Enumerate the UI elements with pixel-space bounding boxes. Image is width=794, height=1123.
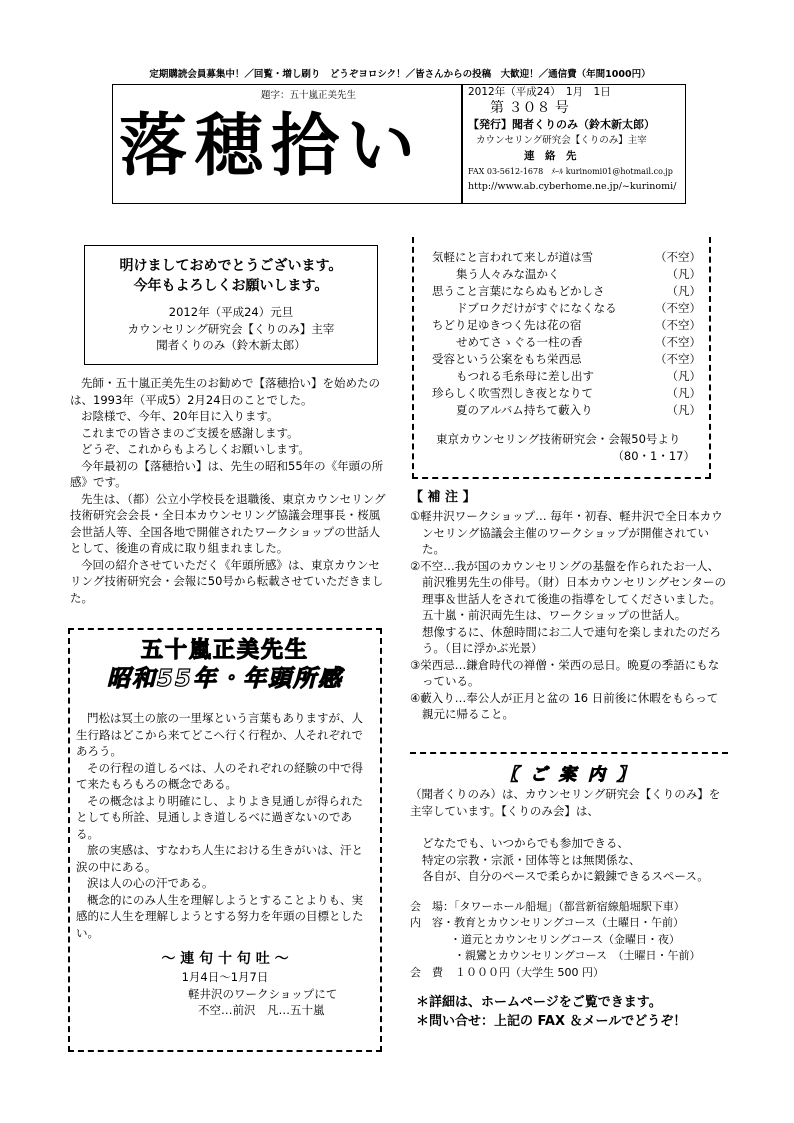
- poem-text: ドブロクだけがすぐになくなる: [456, 301, 617, 315]
- venue-value: 「タワーホール船堀」（都営新宿線船堀駅下車）: [454, 899, 685, 913]
- notes-section: [410, 488, 728, 723]
- fee-value: １０００円（大学生 500 円）: [455, 965, 604, 979]
- content-label: 内 容・: [410, 916, 454, 929]
- fee-line: [410, 965, 728, 982]
- essay-paragraph: 旅の実感は、すなわち人生における生きがいは、汗と涙の中にある。: [76, 843, 363, 874]
- poem-line: [432, 300, 701, 317]
- poem-line: [432, 283, 701, 300]
- logo-title: 落穂拾い: [119, 106, 424, 186]
- poem-author: （凡）: [666, 284, 701, 298]
- poem-line: [432, 266, 701, 283]
- intro-paragraph: これまでの皆さまのご支援を感謝します。: [81, 425, 299, 440]
- poem-author: （凡）: [666, 267, 701, 281]
- poem-list: [432, 249, 701, 419]
- renku-place: 軽井沢のワークショップにて: [188, 986, 338, 1001]
- note-item: 想像するに、休憩時間にお二人で連句を楽しまれたのだろう。（目に浮かぶ光景）: [422, 624, 721, 655]
- intro-text: [70, 375, 388, 606]
- poem-text: ちどり足ゆきつく先は花の宿: [432, 318, 582, 332]
- poem-author: （凡）: [666, 369, 701, 383]
- poem-line: [432, 385, 701, 402]
- poem-line: [432, 317, 701, 334]
- poem-source: 東京カウンセリング技術研究会・会報50号より: [436, 432, 681, 446]
- essay-paragraph: 門松は冥土の旅の一里塚という言葉もありますが、人生行路はどこから来てどこへ行く行程か、人それぞれであろう。: [76, 711, 364, 758]
- guide-section: [410, 764, 728, 1031]
- masthead: [112, 84, 686, 204]
- guide-intro: （聞者くりのみ）は、カウンセリング研究会【くりのみ】を主宰しています。【くりのみ会】は、: [410, 787, 721, 818]
- greeting-date: 2012年（平成24）元旦: [168, 305, 294, 319]
- greeting-line-2: 今年もよろしくお願いします。: [133, 278, 329, 294]
- poem-author: （凡）: [666, 403, 701, 417]
- course-item: ・親鸞とカウンセリングコース （土曜日・午前）: [454, 949, 701, 962]
- note-item: ④藪入り…奉公人が正月と盆の 16 日前後に休暇をもらって親元に帰ること。: [410, 690, 719, 721]
- note-item: ②不空…我が国のカウンセリングの基盤を作られたお一人、前沢雅男先生の俳号。（財）日本カウンセリングセンターの理事＆世話人をされて後進の指導をしてくださいました。: [410, 558, 727, 606]
- poem-text: 受容という公案をもち栄西忌: [432, 352, 582, 366]
- masthead-info: [468, 85, 683, 194]
- note-item: ③栄西忌…鎌倉時代の禅僧・栄西の忌日。晩夏の季語にもなっている。: [410, 657, 720, 688]
- content-line: [410, 915, 728, 932]
- intro-paragraph: 今年最初の【落穂拾い】は、先生の昭和55年の《年頭の所感》です。: [70, 458, 384, 489]
- poem-text: 気軽にと言われて来しが道は雪: [432, 250, 593, 264]
- intro-paragraph: 先師・五十嵐正美先生のお勧めで【落穂拾い】を始めたのは、1993年（平成5）2月24日のことでした。: [70, 376, 380, 407]
- intro-paragraph: どうぞ、これからもよろしくお願いします。: [81, 442, 310, 456]
- poem-text: 夏のアルバム持ちて藪入り: [456, 403, 593, 417]
- poem-line: [432, 334, 701, 351]
- poem-author: （不空）: [655, 318, 701, 332]
- poem-line: [432, 368, 701, 385]
- greeting-name: 聞者くりのみ（鈴木新太郎）: [156, 338, 306, 352]
- greeting-box: [84, 245, 378, 365]
- essay-title: 昭和55年・年頭所感: [106, 666, 343, 692]
- intro-paragraph: 先生は、（都）公立小学校長を退職後、東京カウンセリング技術研究会会長・全日本カウンセリング協議会理事長・桜風会世話人等、全国各地で開催されたワークショップの世話人として、後進の育成に取り組まれました。: [70, 491, 386, 555]
- poem-author: （不空）: [655, 335, 701, 349]
- venue-line: [410, 899, 728, 916]
- guide-footnote-2: ＊問い合せ：上記の FAX ＆メールでどうぞ！: [416, 1014, 687, 1029]
- poem-text: 思うこと言葉にならぬもどかしさ: [432, 284, 605, 298]
- poem-text: 珍らしく吹雪烈しき夜となりて: [432, 386, 593, 400]
- guide-separator: [410, 752, 728, 754]
- poem-line: [432, 351, 701, 368]
- guide-footnote-1: ＊詳細は、ホームページをご覧できます。: [416, 995, 662, 1010]
- course-item: ・道元とカウンセリングコース（金曜日・夜）: [450, 932, 681, 946]
- fee-label: 会 費: [410, 965, 443, 979]
- guide-heading: 【 ご 案 内 】: [501, 765, 637, 785]
- renku-title: ～ 連 句 十 句 吐 ～: [161, 951, 289, 967]
- essay-author: 五十嵐正美先生: [140, 637, 309, 663]
- renku-date: 1月4日～1月7日: [181, 970, 269, 984]
- poem-text: もつれる毛糸母に差し出す: [456, 369, 594, 383]
- intro-paragraph: お陰様で、今年、20年目に入ります。: [81, 409, 279, 423]
- poem-author: （不空）: [655, 250, 701, 264]
- issue-number: 第 ３０８ 号: [490, 100, 569, 116]
- poem-text: 集う人々みな温かく: [456, 267, 560, 281]
- guide-feature: 各自が、自分のペースで柔らかに鍛錬できるスペース。: [422, 869, 709, 883]
- website-url[interactable]: http://www.ab.cyberhome.ne.jp/~kurinomi/: [468, 181, 677, 192]
- greeting-line-1: 明けましておめでとうございます。: [119, 258, 343, 274]
- guide-feature: 特定の宗教・宗派・団体等とは無関係な、: [422, 852, 641, 867]
- essay-box: [68, 628, 382, 1052]
- contact-label: 連 絡 先: [524, 150, 577, 162]
- poem-text: せめてさゝぐる一柱の香: [456, 335, 583, 349]
- essay-paragraph: 涙は人の心の汗である。: [87, 876, 214, 890]
- essay-paragraph: 概念的にのみ人生を理解しようとすることよりも、実感的に人生を理解しようとする努力を年頭の目標としたい。: [76, 892, 364, 940]
- poem-box: [412, 237, 711, 479]
- essay-body: [76, 710, 374, 941]
- poem-line: [432, 249, 701, 266]
- notes-heading: 【 補 注 】: [410, 490, 476, 505]
- guide-feature: どなたでも、いつからでも参加できる、: [422, 836, 629, 850]
- poem-author: （不空）: [655, 352, 701, 366]
- publisher: 【発行】聞者くりのみ（鈴木新太郎）: [468, 118, 655, 131]
- intro-paragraph: 今回の紹介させていただく《年頭所感》は、東京カウンセリング技術研究会・会報に50号から転載させていただきました。: [70, 557, 384, 605]
- course-item: 教育とカウンセリングコース（土曜日・午前）: [454, 916, 685, 929]
- essay-paragraph: その行程の道しるべは、人のそれぞれの経験の中で得て来たもろもろの概念である。: [76, 760, 363, 791]
- organization: カウンセリング研究会【くりのみ】主宰: [476, 135, 647, 146]
- title-credit: 題字：五十嵐正美先生: [261, 90, 357, 101]
- essay-paragraph: その概念はより明確にし、よりよき見通しが得られたとしても所詮、見通しよき道しるべに過ぎないのである。: [76, 793, 363, 841]
- note-item: 五十嵐・前沢両先生は、ワークショップの世話人。: [422, 608, 687, 622]
- renku-members: 不空…前沢 凡…五十嵐: [198, 1003, 325, 1017]
- poem-author: （凡）: [666, 386, 701, 400]
- date-line: 2012年（平成24） 1月 1日: [468, 86, 611, 98]
- note-item: ①軽井沢ワークショップ… 毎年・初春、軽井沢で全日本カウンセリング協議会主催のワークショップが開催されていた。: [410, 509, 723, 556]
- masthead-divider: [461, 85, 463, 203]
- poem-line: [432, 402, 701, 419]
- poem-author: （不空）: [655, 301, 701, 315]
- greeting-org: カウンセリング研究会【くりのみ】主宰: [127, 321, 335, 336]
- fax-mail: FAX 03-5612-1678 ﾒｰﾙ kurinomi01@hotmail.co.jp: [468, 167, 673, 176]
- guide-details: [410, 899, 728, 982]
- top-notice: 定期購読会員募集中！／回覧・増し刷り どうぞヨロシク！／皆さんからの投稿 大歓迎！／通信費（年間1000円）: [149, 69, 651, 80]
- poem-source-date: （80・1・17）: [612, 448, 695, 463]
- venue-label: 会 場：: [410, 899, 454, 913]
